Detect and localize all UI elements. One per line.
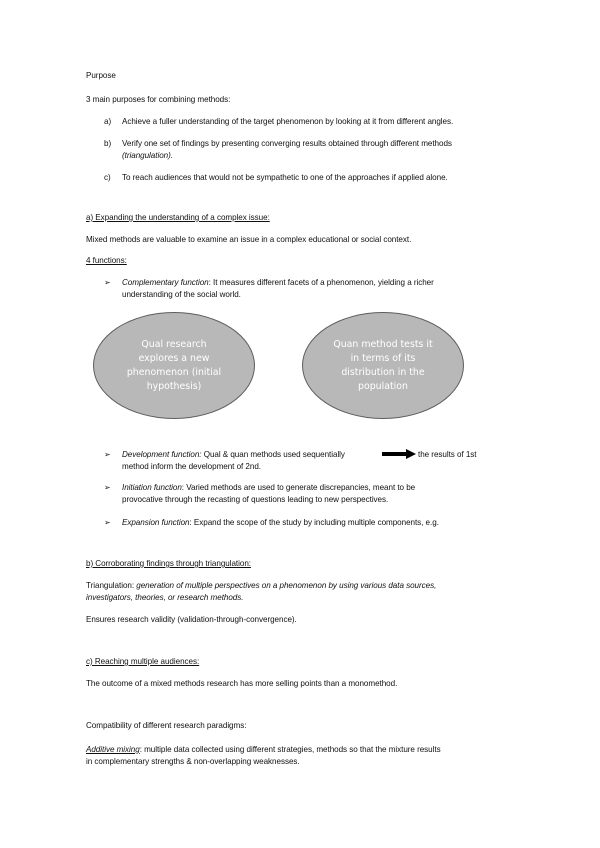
- right-arrow-icon: [382, 449, 416, 459]
- development-function-continuation: the results of 1st: [418, 450, 477, 459]
- development-function-text: Qual & quan methods used sequentially: [201, 450, 345, 459]
- ellipse-line: Qual research: [141, 338, 207, 350]
- list-marker: b): [104, 139, 112, 148]
- section-c-text: The outcome of a mixed methods research has more selling points than a monomethod.: [86, 679, 398, 688]
- bullet-arrow-icon: ➢: [104, 278, 111, 287]
- complementary-function-line2: understanding of the social world.: [122, 290, 241, 299]
- triangulation-definition-line2: investigators, theories, or research methods.: [86, 593, 244, 602]
- purpose-heading: Purpose: [86, 71, 116, 80]
- additive-mixing-line1: [86, 744, 441, 755]
- triangulation-definition-line1: [86, 580, 436, 591]
- quan-method-ellipse: [302, 312, 464, 419]
- expansion-function-text: : Expand the scope of the study by including multiple components, e.g.: [189, 518, 439, 527]
- ellipse-line: distribution in the: [341, 366, 425, 378]
- development-function-line1: [122, 449, 345, 460]
- complementary-function-line1: [122, 277, 434, 288]
- development-function-line2: method inform the development of 2nd.: [122, 462, 261, 471]
- list-marker: c): [104, 173, 111, 182]
- section-b-heading: b) Corroborating findings through triangulation:: [86, 559, 251, 568]
- complementary-function-term: Complementary function: [122, 278, 209, 287]
- bullet-arrow-icon: ➢: [104, 450, 111, 459]
- section-a-text: Mixed methods are valuable to examine an issue in a complex educational or social context.: [86, 235, 412, 244]
- qual-research-ellipse-text: [127, 338, 221, 394]
- initiation-function-term: Initiation function: [122, 483, 182, 492]
- purpose-item-b-continuation: (triangulation).: [122, 151, 173, 160]
- complementary-function-text: : It measures different facets of a phenomenon, yielding a richer: [208, 278, 434, 287]
- purpose-item-c: To reach audiences that would not be sympathetic to one of the approaches if applied alone.: [122, 173, 448, 182]
- section-a-heading: a) Expanding the understanding of a complex issue:: [86, 213, 270, 222]
- purpose-item-a: Achieve a fuller understanding of the target phenomenon by looking at it from different angles.: [122, 117, 454, 126]
- additive-mixing-term: Additive mixing: [86, 745, 140, 754]
- additive-mixing-text: : multiple data collected using different strategies, methods so that the mixture results: [139, 745, 441, 754]
- ellipse-line: phenomenon (initial: [126, 366, 222, 378]
- additive-mixing-line2: in complementary strengths & non-overlapping weaknesses.: [86, 757, 300, 766]
- ellipse-line: population: [358, 380, 408, 392]
- expansion-function-line1: [122, 517, 439, 528]
- validity-text: Ensures research validity (validation-through-convergence).: [86, 615, 297, 624]
- purpose-item-b: Verify one set of findings by presenting converging results obtained through different methods: [122, 139, 452, 148]
- compatibility-heading: Compatibility of different research paradigms:: [86, 721, 247, 730]
- ellipse-line: Quan method tests it: [333, 338, 433, 350]
- bullet-arrow-icon: ➢: [104, 518, 111, 527]
- initiation-function-line1: [122, 482, 415, 493]
- list-marker: a): [104, 117, 112, 126]
- ellipse-line: in terms of its: [350, 352, 416, 364]
- purpose-intro: 3 main purposes for combining methods:: [86, 95, 231, 104]
- quan-method-ellipse-text: [333, 338, 432, 394]
- ellipse-line: hypothesis): [146, 380, 202, 392]
- functions-heading: 4 functions:: [86, 256, 127, 265]
- triangulation-term: Triangulation:: [86, 581, 135, 590]
- ellipse-line: explores a new: [138, 352, 210, 364]
- expansion-function-term: Expansion function: [122, 518, 190, 527]
- bullet-arrow-icon: ➢: [104, 483, 111, 492]
- qual-research-ellipse: [93, 312, 255, 419]
- section-c-heading: c) Reaching multiple audiences:: [86, 657, 200, 666]
- initiation-function-line2: provocative through the recasting of questions leading to new perspectives.: [122, 495, 389, 504]
- triangulation-definition: generation of multiple perspectives on a phenomenon by using various data sources,: [134, 581, 437, 590]
- development-function-term: Development function:: [122, 450, 202, 459]
- initiation-function-text: : Varied methods are used to generate discrepancies, meant to be: [181, 483, 416, 492]
